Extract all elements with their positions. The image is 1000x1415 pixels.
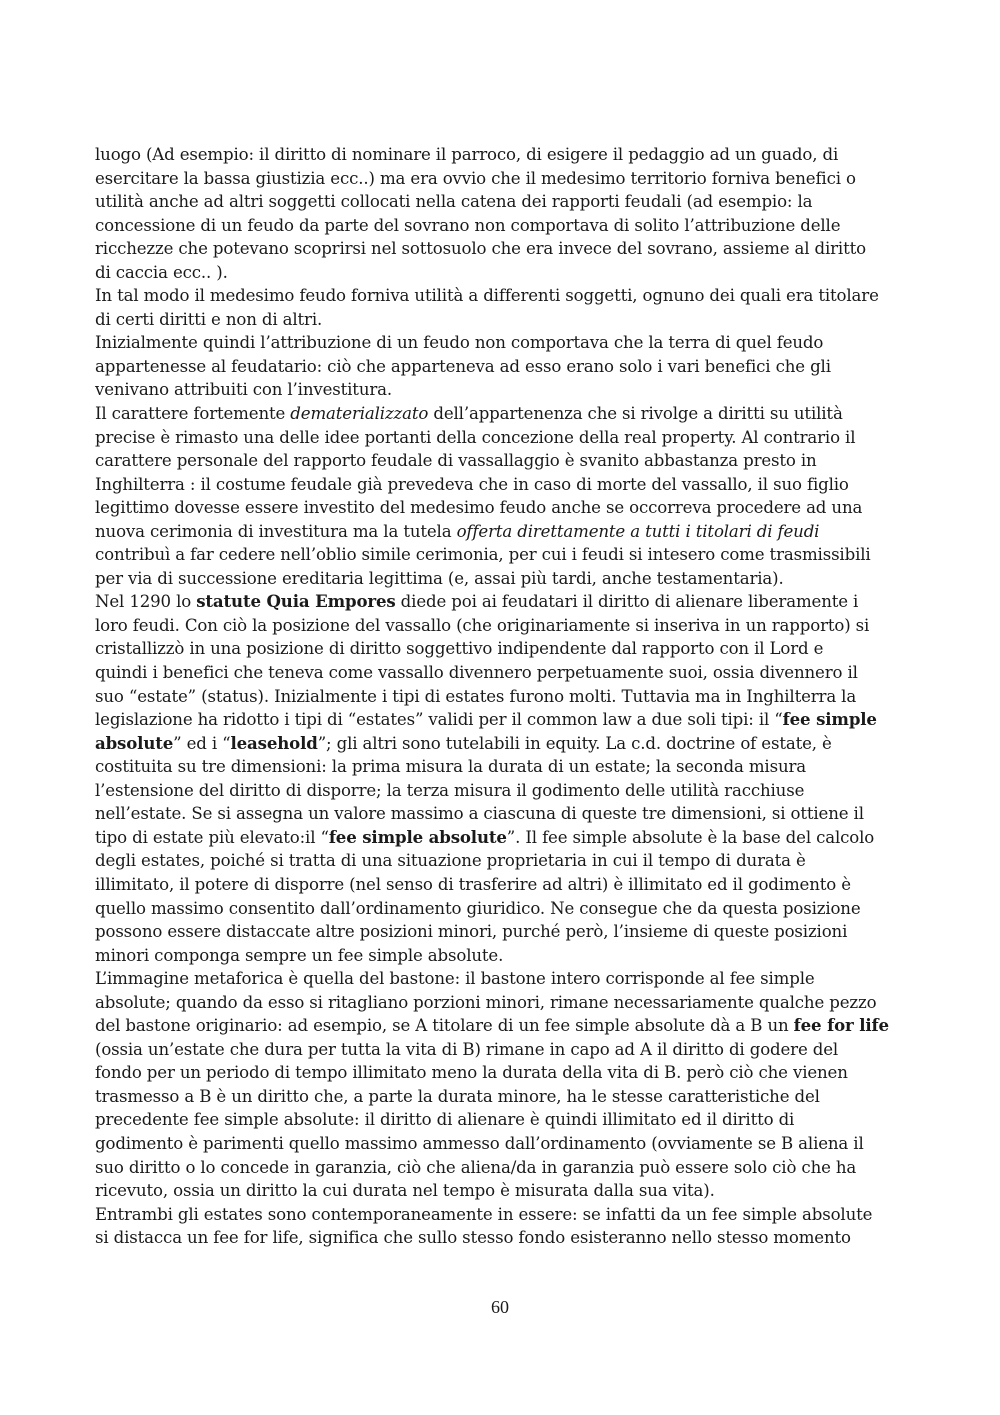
text-line — [95, 308, 910, 332]
text-run: ” ed i “ — [173, 733, 231, 753]
text-run: utilità anche ad altri soggetti collocati nella catena dei rapporti feudali (ad esempio: la — [95, 192, 813, 212]
text-run: contribuì a far cedere nell’oblio simile cerimonia, per cui i feudi si intesero come trasmissibili — [95, 545, 871, 565]
bold-term: absolute — [95, 732, 174, 753]
text-run: quello massimo consentito dall’ordinamento giuridico. Ne consegue che da questa posizione — [95, 898, 861, 918]
text-line — [95, 402, 910, 426]
text-line — [95, 755, 910, 779]
text-line — [95, 449, 910, 473]
text-run: luogo (Ad esempio: il diritto di nominare il parroco, di esigere il pedaggio ad un guado, di — [95, 145, 839, 164]
bold-term: statute Quia Empores — [196, 591, 396, 612]
text-run: legittimo dovesse essere investito del medesimo feudo anche se occorreva procedere ad una — [95, 498, 863, 518]
text-line — [95, 873, 910, 897]
text-run: venivano attribuiti con l’investitura. — [95, 380, 393, 400]
text-line — [95, 661, 910, 685]
text-run: ricevuto, ossia un diritto la cui durata nel tempo è misurata dalla sua vita). — [95, 1181, 715, 1201]
text-run: tipo di estate più elevato:il “ — [95, 827, 329, 847]
text-line — [95, 685, 910, 709]
text-line — [95, 543, 910, 567]
text-line — [95, 637, 910, 661]
text-run: precise è rimasto una delle idee portanti della concezione della real property. Al contrario il — [95, 427, 856, 447]
text-line — [95, 1156, 910, 1180]
text-run: di certi diritti e non di altri. — [95, 309, 323, 329]
text-line — [95, 1132, 910, 1156]
text-run: costituita su tre dimensioni: la prima misura la durata di un estate; la seconda misura — [95, 757, 807, 777]
bold-term: leasehold — [230, 732, 318, 753]
text-run: illimitato, il potere di disporre (nel senso di trasferire ad altri) è illimitato ed il godimento è — [95, 874, 851, 894]
italic-phrase: offerta direttamente a tutti i titolari di feudi — [456, 521, 820, 541]
text-line — [95, 614, 910, 638]
text-line — [95, 802, 910, 826]
page-number: 60 — [491, 1297, 509, 1317]
text-run: L’immagine metaforica è quella del bastone: il bastone intero corrisponde al fee simple — [95, 969, 815, 989]
text-run: ”; gli altri sono tutelabili in equity. La c.d. doctrine of estate, è — [317, 733, 832, 753]
text-run: esercitare la bassa giustizia ecc..) ma era ovvio che il medesimo territorio forniva benefici o — [95, 168, 856, 188]
text-run: ”. Il fee simple absolute è la base del calcolo — [506, 827, 875, 847]
text-line — [95, 378, 910, 402]
text-run: suo “estate” (status). Inizialmente i tipi di estates furono molti. Tuttavia ma in Inghilterra la — [95, 686, 857, 706]
text-run: cristallizzò in una posizione di diritto soggettivo indipendente dal rapporto con il Lord e — [95, 639, 824, 659]
text-run: quindi i benefici che teneva come vassallo divennero perpetuamente suoi, ossia divennero il — [95, 663, 858, 683]
text-line — [95, 1085, 910, 1109]
text-run: nell’estate. Se si assegna un valore massimo a ciascuna di queste tre dimensioni, si ottiene il — [95, 804, 864, 824]
text-line — [95, 897, 910, 921]
text-line — [95, 849, 910, 873]
text-line — [95, 567, 910, 591]
text-run: In tal modo il medesimo feudo forniva utilità a differenti soggetti, ognuno dei quali era titolare — [95, 286, 879, 306]
text-line — [95, 779, 910, 803]
bold-term: fee simple — [782, 709, 877, 730]
text-run: trasmesso a B è un diritto che, a parte la durata minore, ha le stesse caratteristiche del — [95, 1086, 820, 1106]
text-line — [95, 473, 910, 497]
text-line — [95, 1108, 910, 1132]
text-run: per via di successione ereditaria legittima (e, assai più tardi, anche testamentaria). — [95, 568, 784, 588]
text-run: diede poi ai feudatari il diritto di alienare liberamente i — [395, 592, 859, 612]
body-text — [95, 143, 910, 1250]
text-line — [95, 920, 910, 944]
text-line — [95, 1226, 910, 1250]
text-run: absolute; quando da esso si ritagliano porzioni minori, rimane necessariamente qualche pezzo — [95, 992, 877, 1012]
text-run: Nel 1290 lo — [95, 592, 197, 612]
italic-phrase: dematerializzato — [290, 404, 429, 424]
text-run: Il carattere fortemente — [95, 404, 291, 424]
text-run: carattere personale del rapporto feudale di vassallaggio è svanito abbastanza presto in — [95, 451, 817, 471]
text-line — [95, 1203, 910, 1227]
text-run: Inizialmente quindi l’attribuzione di un feudo non comportava che la terra di quel feudo — [95, 333, 824, 353]
text-line — [95, 732, 910, 756]
text-run: fondo per un periodo di tempo illimitato meno la durata della vita di B. però ciò che vienen — [95, 1063, 848, 1083]
text-line — [95, 167, 910, 191]
text-run: l’estensione del diritto di disporre; la terza misura il godimento delle utilità racchiuse — [95, 780, 805, 800]
text-line — [95, 520, 910, 544]
text-line — [95, 355, 910, 379]
text-line — [95, 590, 910, 614]
bold-term: fee simple absolute — [328, 826, 507, 847]
text-run: godimento è parimenti quello massimo ammesso dall’ordinamento (ovviamente se B aliena il — [95, 1133, 864, 1153]
text-line — [95, 214, 910, 238]
text-run: nuova cerimonia di investitura ma la tutela — [95, 521, 457, 541]
text-line — [95, 991, 910, 1015]
text-run: si distacca un fee for life, significa che sullo stesso fondo esisteranno nello stesso momento — [95, 1228, 851, 1248]
text-run: Inghilterra : il costume feudale già prevedeva che in caso di morte del vassallo, il suo figlio — [95, 474, 849, 494]
text-run: appartenesse al feudatario: ciò che apparteneva ad esso erano solo i vari benefici che gli — [95, 356, 831, 376]
text-line — [95, 708, 910, 732]
text-line — [95, 284, 910, 308]
text-line — [95, 143, 910, 167]
text-run: concessione di un feudo da parte del sovrano non comportava di solito l’attribuzione delle — [95, 215, 841, 235]
text-line — [95, 1038, 910, 1062]
text-run: (ossia un’estate che dura per tutta la vita di B) rimane in capo ad A il diritto di godere del — [95, 1039, 839, 1059]
text-run: Entrambi gli estates sono contemporaneamente in essere: se infatti da un fee simple absolute — [95, 1204, 873, 1224]
text-line — [95, 826, 910, 850]
text-line — [95, 967, 910, 991]
text-run: di caccia ecc.. ). — [95, 262, 228, 282]
text-run: degli estates, poiché si tratta di una situazione proprietaria in cui il tempo di durata è — [95, 851, 806, 871]
text-run: minori componga sempre un fee simple absolute. — [95, 945, 504, 965]
text-line — [95, 261, 910, 285]
text-run: del bastone originario: ad esempio, se A titolare di un fee simple absolute dà a B un — [95, 1016, 794, 1036]
text-line — [95, 426, 910, 450]
text-line — [95, 1179, 910, 1203]
text-run: precedente fee simple absolute: il diritto di alienare è quindi illimitato ed il diritto di — [95, 1110, 795, 1130]
text-line — [95, 1014, 910, 1038]
text-line — [95, 944, 910, 968]
text-run: ricchezze che potevano scoprirsi nel sottosuolo che era invece del sovrano, assieme al diritto — [95, 239, 866, 259]
text-line — [95, 1061, 910, 1085]
bold-term: fee for life — [793, 1015, 889, 1036]
text-line — [95, 237, 910, 261]
text-run: loro feudi. Con ciò la posizione del vassallo (che originariamente si inseriva in un rapporto) si — [95, 615, 870, 635]
text-run: suo diritto o lo concede in garanzia, ciò che aliena/da in garanzia può essere solo ciò che ha — [95, 1157, 857, 1177]
text-line — [95, 496, 910, 520]
text-line — [95, 331, 910, 355]
text-run: possono essere distaccate altre posizioni minori, purché però, l’insieme di queste posizioni — [95, 922, 848, 942]
text-line — [95, 190, 910, 214]
text-run: dell’appartenenza che si rivolge a diritti su utilità — [428, 404, 843, 424]
text-run: legislazione ha ridotto i tipi di “estates” validi per il common law a due soli tipi: il “ — [95, 710, 783, 730]
